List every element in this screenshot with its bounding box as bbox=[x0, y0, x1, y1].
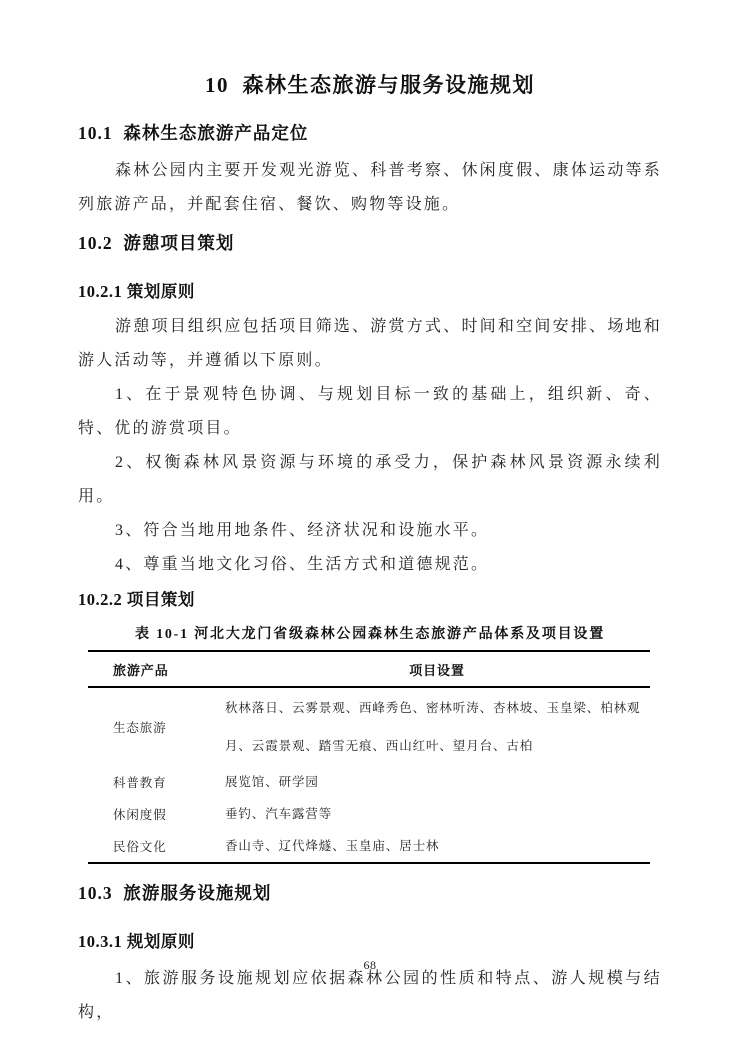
table-header bbox=[88, 651, 650, 687]
heading-10-1: 10.1 森林生态旅游产品定位 bbox=[78, 123, 309, 143]
heading-10-2: 10.2 游憩项目策划 bbox=[78, 233, 235, 253]
items-cell: 垂钓、汽车露营等 bbox=[225, 807, 333, 821]
items-cell: 展览馆、研学园 bbox=[225, 775, 319, 789]
chapter-title: 10 森林生态旅游与服务设施规划 bbox=[205, 73, 535, 97]
principle-item-4: 4、尊重当地文化习俗、生活方式和道德规范。 bbox=[115, 556, 490, 573]
table-row bbox=[88, 830, 650, 863]
heading-10-3-1: 10.3.1 规划原则 bbox=[78, 932, 195, 951]
paragraph-product-positioning: 森林公园内主要开发观光游览、科普考察、休闲度假、康体运动等系列旅游产品，并配套住宿、餐饮、购物等设施。 bbox=[78, 162, 662, 213]
page-content bbox=[78, 0, 662, 1030]
product-cell: 生态旅游 bbox=[113, 721, 167, 735]
product-cell: 科普教育 bbox=[113, 776, 167, 790]
paragraph-planning-intro: 游憩项目组织应包括项目筛选、游赏方式、时间和空间安排、场地和游人活动等，并遵循以下原则。 bbox=[78, 318, 662, 369]
product-cell: 休闲度假 bbox=[113, 808, 167, 822]
table-body bbox=[88, 687, 650, 863]
principle-item-2: 2、权衡森林风景资源与环境的承受力，保护森林风景资源永续利用。 bbox=[78, 454, 662, 505]
page-number: 68 bbox=[363, 958, 377, 972]
product-cell: 民俗文化 bbox=[113, 840, 167, 854]
table-row bbox=[88, 798, 650, 830]
heading-10-2-1: 10.2.1 策划原则 bbox=[78, 282, 195, 301]
column-header-items: 项目设置 bbox=[224, 651, 650, 687]
heading-10-3: 10.3 旅游服务设施规划 bbox=[78, 883, 272, 903]
table-header-row bbox=[88, 651, 650, 687]
table-row bbox=[88, 687, 650, 766]
products-table bbox=[88, 650, 650, 864]
items-cell: 秋林落日、云雾景观、西峰秀色、密林听涛、杏林坡、玉皇梁、柏林观月、云霞景观、踏雪无痕、西山红叶、望月台、古柏 bbox=[225, 701, 641, 753]
table-row bbox=[88, 766, 650, 798]
items-cell: 香山寺、辽代烽燧、玉皇庙、居士林 bbox=[225, 839, 440, 853]
heading-10-2-2: 10.2.2 项目策划 bbox=[78, 590, 195, 609]
paragraph-service-planning: 1、旅游服务设施规划应依据森林公园的性质和特点、游人规模与结构， bbox=[78, 970, 662, 1021]
principle-item-3: 3、符合当地用地条件、经济状况和设施水平。 bbox=[115, 522, 490, 539]
column-header-product: 旅游产品 bbox=[88, 651, 224, 687]
table-caption: 表 10-1 河北大龙门省级森林公园森林生态旅游产品体系及项目设置 bbox=[134, 627, 606, 642]
principle-item-1: 1、在于景观特色协调、与规划目标一致的基础上，组织新、奇、特、优的游赏项目。 bbox=[78, 386, 662, 437]
